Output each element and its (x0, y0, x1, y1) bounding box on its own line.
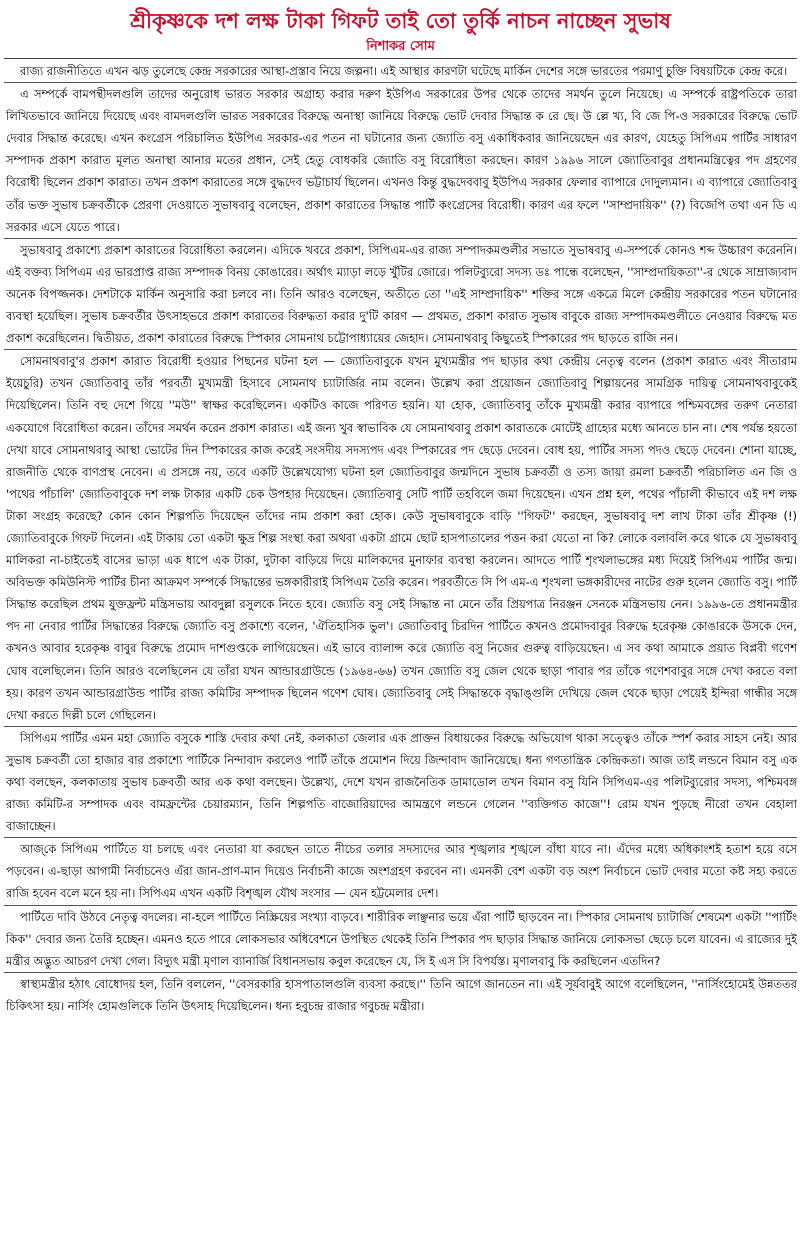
paragraph-text: পার্টিতে দাবি উঠবে নেতৃত্ব বদলের। না-হলে পার্টিতে নিস্ক্রিয়ের সংখ্যা বাড়বে। শারীরিক লাঞ্ছনার ভয়ে এঁরা পার্টি ছাড়বেন না। স্পিকার সোমনাথ চ্যাটার্জি শেষমেশ একটা ''পার্টিং কিক'' দেবার জন্য তৈরি হচ্ছেন। এমনও হতে পারে লোকসভার অধিবেশনে উপস্থিত থেকেই তিনি স্পিকার পদ ছাড়ার সিদ্ধান্ত জানিয়ে লোকসভা ছেড়ে চলে যাবেন। এ রাজ্যের দুই মন্ত্রীর অদ্ভুত আচরণ দেখা গেল। বিদ্যুৎ মন্ত্রী মৃণাল ব্যানার্জি বিধানসভায় কবুল করেছেন যে, সি ই এস সি বিপর্যস্ত। মৃণালবাবু কি করছিলেন এতদিন? (6, 909, 797, 968)
newspaper-page (0, 6, 801, 1254)
paragraph (4, 973, 797, 1017)
paragraph-text: এ সম্পর্কে বামপন্থীদলগুলি তাদের অনুরোধ ভারত সরকার অগ্রাহ্য করার দরুণ ইউপিএ সরকারের উপর থেকে তাদের সমর্থন তুলে নিয়েছে। এ সম্পর্কে রাষ্ট্রপতিকে তারা লিখিতভাবে জানিয়ে দিয়েছে এবং বামদলগুলি ভারত সরকারের বিরুদ্ধে অনাস্থা জানিয়ে বিরুদ্ধে ভোট দেবার সিদ্ধান্ত ক রে ছে। উ ল্লে খ্য, বি জে পি-ও সরকারের বিরুদ্ধে ভোট দেবার সিদ্ধান্ত করেছে। এখন কংগ্রেস পরিচালিত ইউপিএ সরকার-এর পতন না ঘটানোর জন্য জ্যোতি বসু একাধিকবার জানিয়েছেন এর কারণ, যেহেতু সিপিএম পার্টির সাধারণ সম্পাদক প্রকাশ কারাত মূলত অনাস্থা আনার মতের প্রধান, সেই হেতু বোধকরি জ্যোতি বসু বিরোধিতা করছেন। কারণ ১৯৯৬ সালে জ্যোতিবাবুর প্রধানমন্ত্রিত্বের পদ গ্রহণের বিরোধী ছিলেন প্রকাশ কারাত। তখন প্রকাশ কারাতের সঙ্গে বুদ্ধদেব ভট্টাচার্য ছিলেন। এখনও কিন্তু বুদ্ধদেববাবু ইউপিএ সরকার ফেলার ব্যাপারে দোদুল্যমান। এ ব্যাপারে জ্যোতিবাবু তাঁর ভক্ত সুভাষ চক্রবর্তীকে প্রেরণা দেওয়াতে সুভাষবাবু বলেছেন, প্রকাশ কারাতের সিদ্ধান্ত পার্টি কংগ্রেসের বিরোধী। কারণ এর ফলে ''সাম্প্রদায়িক'' (?) বিজেপি তথা এন ডি এ সরকার এসে যেতে পারে। (6, 87, 797, 234)
paragraph-text: রাজ্য রাজনীতিতে এখন ঝড় তুলেছে কেন্দ্র সরকারের আস্থা-প্রস্তাব নিয়ে জল্পনা। এই আস্থার কারণটা ঘটেছে মার্কিন দেশের সঙ্গে ভারতের পরমাণু চুক্তি বিষয়টিকে কেন্দ্র করে। (20, 64, 788, 78)
paragraph-text: সোমনাথবাবু'র প্রকাশ কারাত বিরোধী হওয়ার পিছনের ঘটনা হল — জ্যোতিবাবুকে যখন মুখ্যমন্ত্রীর পদ ছাড়ার কথা কেন্দ্রীয় নেতৃত্ব বলেন (প্রকাশ কারাত এবং সীতারাম ইয়েচুরি) তখন জ্যোতিবাবু তাঁর পরবর্তী মুখ্যমন্ত্রী হিসাবে সোমনাথ চ্যাটার্জির নাম বলেন। উল্লেখ করা প্রয়োজন জ্যোতিবাবু শিল্পায়নের সামগ্রিক দায়িত্ব সোমনাথবাবুকেই দিয়েছিলেন। তিনি বহু দেশে গিয়ে ''মউ'' স্বাক্ষর করেছিলেন। একটিও কাজে পরিণত হয়নি। যা হোক, জ্যোতিবাবু তাঁকে মুখ্যমন্ত্রী করার ব্যাপারে পশ্চিমবঙ্গের তরুণ নেতারা একযোগে বিরোধিতা করেন। তাঁদের সমর্থন করেন প্রকাশ কারাত। এই জন্য খুব স্বাভাবিক যে সোমনাথবাবু প্রকাশ কারাতকে মোটেই গ্রাহ্যের মধ্যে আনতে চান না। শেষ পর্যন্ত হয়তো দেখা যাবে সোমনাথবাবু আস্থা ভোটের দিন স্পিকারের কাজ করেই সংসদীয় সদস্যপদ এবং স্পিকারের পদ ছেড়ে দেবেন। বোধ হয়, পার্টির সদস্য পদও ছেড়ে দেবেন। শোনা যাচ্ছে, রাজনীতি থেকে বাণপ্রস্থ নেবেন। এ প্রসঙ্গে নয়, তবে একটি উল্লেখযোগ্য ঘটনা হল জ্যোতিবাবুর জন্মদিনে সুভাষ চক্রবর্তী ও তস্য জায়া রমলা চক্রবর্তী পরিচালিত এন জি ও 'পথের পাঁচালি' জ্যোতিবাবুকে দশ লক্ষ টাকার একটি চেক উপহার দিয়েছেন। জ্যোতিবাবু সেটি পার্টি তহবিলে জমা দিয়েছেন। এখন প্রশ্ন হল, পথের পাঁচালী কীভাবে এই দশ লক্ষ টাকা সংগ্রহ করেছে? কোন কোন শিল্পপতি দিয়েছেন তাঁদের নাম প্রকাশ করা হোক। কেউ সুভাষবাবুকে বাড়ি ''গিফট'' করছেন, সুভাষবাবু দশ লাখ টাকা তাঁর শ্রীকৃষ্ণ (!) জ্যোতিবাবুকে গিফট দিলেন। এই টাকায় তো একটা ক্ষুদ্র শিল্প সংস্থা করা অথবা একটা গ্রামে ছোট হাসপাতালের পত্তন করা যেতো না কি? লোকে বলাবলি করে থাকে যে সুভাষবাবু মালিকরা না-চাইতেই বাসের ভাড়া এক ধাপে এক টাকা, দুটাকা বাড়িয়ে দিয়ে মালিকদের মুনাফার ব্যবস্থা করলেন। আদতে পার্টি শৃংখলাভঙ্গের মধ্য দিয়েই সিপিএম পার্টির জন্ম। অবিভক্ত কমিউনিস্ট পার্টির চীনা আক্রমণ সম্পর্কে সিদ্ধান্তের ভঙ্গকারীরাই সিপিএম তৈরি করেন। পরবর্তীতে সি পি এম-এ শৃংখলা ভঙ্গকারীদের নাটের গুরু হলেন জ্যোতি বসু। পার্টি সিদ্ধান্ত করেছিল প্রথম যুক্তফ্রন্ট মন্ত্রিসভায় আবদুল্লা রসুলকে নিতে হবে। জ্যোতি বসু সেই সিদ্ধান্ত না মেনে তাঁর প্রিয়পাত্র নিরঞ্জন সেনকে মন্ত্রিসভায় নেন। ১৯৯৬-তে প্রধানমন্ত্রীর পদ না নেবার পার্টির সিদ্ধান্তের বিরুদ্ধে জ্যোতি বসু প্রকাশ্যে বলেন, 'ঐতিহাসিক ভুল'। জ্যোতিবাবু চিরদিন পার্টিতে কখনও প্রমোদবাবুর বিরুদ্ধে হরেকৃষ্ণ কোঙারকে উসকে দেন, কখনও আবার হরেকৃষ্ণ বাবুর বিরুদ্ধে প্রমোদ দাশগুপ্তকে লাগিয়েছেন। এই ভাবে ব্যালান্স করে জ্যোতি বসু নিজের গুরুত্ব বাড়িয়েছেন। এ সব কথা আমাকে প্রয়াত বিপ্লবী গণেশ ঘোষ বলেছিলেন। তিনি আরও বলেছিলেন যে তাঁরা যখন আন্ডারগ্রাউন্ডে (১৯৬৪-৬৬) তখন জ্যোতি বসু জেল থেকে ছাড়া পাবার পর তাঁকে গণেশবাবুর সঙ্গে দেখা করতে বলা হয়। কারণ তখন আন্ডারগ্রাউন্ড পার্টির রাজ্য কমিটির সম্পাদক ছিলেন গণেশ ঘোষ। জ্যোতিবাবু সেই সিদ্ধান্তকে বৃদ্ধাঙ্গুলি দেখিয়ে জেল থেকে ছাড়া পেয়েই ইন্দিরা গান্ধীর সঙ্গে দেখা করতে দিল্লী চলে গেছিলেন। (6, 354, 797, 722)
paragraph-text: আজ্‌কে সিপিএম পার্টিতে যা চলছে এবং নেতারা যা করছেন তাতে নীচের তলার সদস্যদের আর শৃঙ্খলার শৃঙ্খলে বাঁধা যাবে না। এঁদের মধ্যে অধিকাংশই হতাশ হয়ে বসে পড়বেন। এ-ছাড়া আগামী নির্বাচনেও এঁরা জান-প্রাণ-মান দিয়েও নির্বাচনী কাজে অংশগ্রহণ করবেন না। এমনকী বেশ একটা বড় অংশ নির্বাচনে ভোট দেবার মতো কষ্ট সহ্য করতে রাজি হবেন বলে মনে হয় না। সিপিএম এখন একটি বিশৃঙ্খল যৌথ সংসার — যেন হট্টমেলার দেশ। (6, 842, 797, 901)
paragraph (4, 350, 797, 727)
paragraph (4, 60, 797, 83)
paragraph (4, 83, 797, 239)
paragraph-text: সিপিএম পার্টির এমন মহা জ্যোতি বসুকে শাস্তি দেবার কথা নেই, কলকাতা জেলার এক প্রাক্তন বিধায়কের বিরুদ্ধে অভিযোগ থাকা সত্ত্বেও তাঁকে স্পর্শ করার সাহস নেই। আর সুভাষ চক্রবর্তী তো হাজার বার প্রকাশ্যে পার্টিকে নিন্দাবাদ করলেও পার্টি তাঁকে প্রমোশন দিয়ে জিন্দাবাদ জানিয়েছে। ধন্য গণতান্ত্রিক কেন্দ্রিকতা। আজ তাই লন্ডনে বিমান বসু এক কথা বলছেন, কলকাতায় সুভাষ চক্রবর্তী আর এক কথা বলছেন। উল্লেখ্য, দেশে যখন রাজনৈতিক ডামাডোল তখন বিমান বসু যিনি সিপিএম-এর পলিটব্যুরোর সদস্য, পশ্চিমবঙ্গ রাজ্য কমিটি-র সম্পাদক এবং বামফ্রন্টের চেয়ারম্যান, তিনি শিল্পপতি বাজোরিয়াদের আমন্ত্রণে লন্ডনে গেলেন ''ব্যক্তিগত কাজে''! রোম যখন পুড়ছে নীরো তখন বেহালা বাজাচ্ছেন। (6, 730, 797, 834)
paragraph (4, 727, 797, 838)
article-body (4, 60, 797, 1017)
paragraph (4, 239, 797, 350)
paragraph-text: সুভাষবাবু প্রকাশ্যে প্রকাশ কারাতের বিরোধিতা করলেন। এদিকে খবরে প্রকাশ, সিপিএম-এর রাজ্য সম্পাদকমণ্ডলীর সভাতে সুভাষবাবু এ-সম্পর্কে কোনও শব্দ উচ্চারণ করেননি। এই বক্তব্য সিপিএম এর ভারপ্রাপ্ত রাজ্য সম্পাদক বিনয় কোঙারের। অর্থাৎ ম্যাড়া লড়ে খুঁটির জোরে। পলিটব্যুরো সদস্য ডঃ পান্ধে বলেছেন, ''সাম্প্রদায়িকতা''-র থেকে সাম্রাজ্যবাদ অনেক বিপজ্জনক। দেশটাকে মার্কিন অনুসারি করা চলবে না। তিনি আরও বলেছেন, অতীতে তো ''এই সাম্প্রদায়িক'' শক্তির সঙ্গে একত্রে মিলে কেন্দ্রীয় সরকারের পতন ঘটানোর ব্যবস্থা হয়েছিল। সুভাষ চক্রবর্তীর উৎসাহভরে প্রকাশ কারাতের বিরুদ্ধতা করার দু'টি কারণ — প্রথমত, প্রকাশ কারাত সুভাষ বাবুকে রাজ্য সম্পাদকমণ্ডলীতে নেওয়ার বিরুদ্ধে মত প্রকাশ করেছিলেন। দ্বিতীয়ত, প্রকাশ কারাতের বিরুদ্ধে স্পিকার সোমনাথ চট্টোপাধ্যায়ের জেহাদ। সোমনাথবাবু কিছুতেই স্পিকারের পদ ছাড়তে রাজি নন। (6, 242, 797, 346)
paragraph (4, 906, 797, 973)
paragraph (4, 838, 797, 905)
headline: শ্রীকৃষ্ণকে দশ লক্ষ টাকা গিফট তাই তো তুর্কি নাচন নাচ্ছেন সুভাষ (130, 9, 671, 33)
paragraph-text: স্বাস্থ্যমন্ত্রীর হঠাৎ বোধোদয় হল, তিনি বললেন, ''বেসরকারি হাসপাতালগুলি ব্যবসা করছে।'' তিনি আগে জানতেন না। এই সূর্যবাবুই আগে বলেছিলেন, ''নার্সিংহোমেই উন্নততর চিকিৎসা হয়। নার্সিং হোমগুলিকে তিনি উৎসাহ দিয়েছিলেন। ধন্য হবুচন্দ্র রাজার গবুচন্দ্র মন্ত্রীরা। (6, 976, 797, 1013)
divider (4, 58, 797, 59)
byline: নিশাকর সোম (366, 39, 435, 54)
